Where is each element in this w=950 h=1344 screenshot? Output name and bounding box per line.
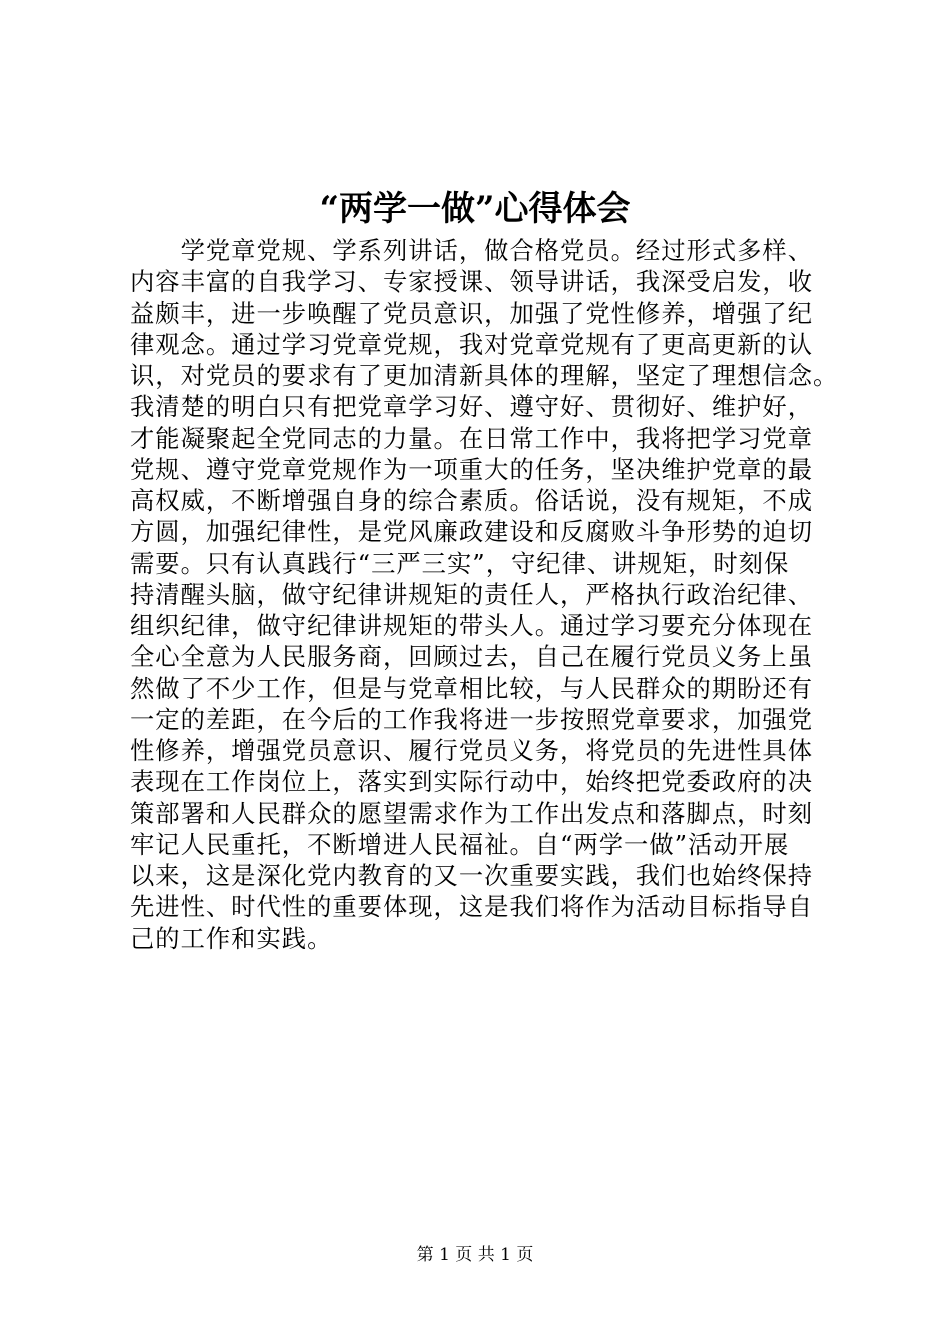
paragraph-line: 学党章党规、学系列讲话，做合格党员。经过形式多样、 bbox=[130, 236, 814, 265]
paragraph-line: 一定的差距，在今后的工作我将进一步按照党章要求，加强党 bbox=[130, 704, 814, 734]
paragraph-line: 我清楚的明白只有把党章学习好、遵守好、贯彻好、维护好， bbox=[130, 392, 814, 422]
paragraph-line: 表现在工作岗位上，落实到实际行动中，始终把党委政府的决 bbox=[130, 767, 814, 797]
paragraph-line: 才能凝聚起全党同志的力量。在日常工作中，我将把学习党章 bbox=[130, 423, 814, 453]
paragraph-line: 策部署和人民群众的愿望需求作为工作出发点和落脚点，时刻 bbox=[130, 798, 814, 828]
paragraph-line: 性修养，增强党员意识、履行党员义务，将党员的先进性具体 bbox=[130, 736, 814, 765]
paragraph-line: 牢记人民重托，不断增进人民福祉。自“两学一做”活动开展 bbox=[130, 829, 790, 859]
paragraph-line: 律观念。通过学习党章党规，我对党章党规有了更高更新的认 bbox=[130, 329, 814, 359]
paragraph-line: 党规、遵守党章党规作为一项重大的任务，坚决维护党章的最 bbox=[130, 454, 814, 484]
paragraph-line: 益颇丰，进一步唤醒了党员意识，加强了党性修养，增强了纪 bbox=[130, 298, 814, 328]
paragraph-line: 识，对党员的要求有了更加清新具体的理解，坚定了理想信念。 bbox=[130, 361, 839, 390]
paragraph-line: 持清醒头脑，做守纪律讲规矩的责任人，严格执行政治纪律、 bbox=[130, 579, 814, 609]
page-number-footer: 第 1 页 共 1 页 bbox=[416, 1245, 534, 1265]
page-title: “两学一做”心得体会 bbox=[319, 189, 631, 229]
paragraph-line: 己的工作和实践。 bbox=[130, 923, 333, 953]
paragraph-line: 全心全意为人民服务商，回顾过去，自己在履行党员义务上虽 bbox=[130, 642, 814, 672]
paragraph-line: 方圆，加强纪律性，是党风廉政建设和反腐败斗争形势的迫切 bbox=[130, 517, 814, 547]
paragraph-line: 需要。只有认真践行“三严三实”，守纪律、讲规矩，时刻保 bbox=[130, 548, 790, 578]
paragraph-line: 高权威，不断增强自身的综合素质。俗话说，没有规矩，不成 bbox=[130, 486, 814, 515]
paragraph-line: 先进性、时代性的重要体现，这是我们将作为活动目标指导自 bbox=[130, 892, 814, 922]
paragraph-line: 以来，这是深化党内教育的又一次重要实践，我们也始终保持 bbox=[130, 861, 814, 890]
paragraph-line: 内容丰富的自我学习、专家授课、领导讲话，我深受启发，收 bbox=[130, 267, 814, 297]
paragraph-line: 组织纪律，做守纪律讲规矩的带头人。通过学习要充分体现在 bbox=[130, 611, 814, 640]
body-paragraph bbox=[130, 235, 850, 954]
paragraph-line: 然做了不少工作，但是与党章相比较，与人民群众的期盼还有 bbox=[130, 673, 814, 703]
